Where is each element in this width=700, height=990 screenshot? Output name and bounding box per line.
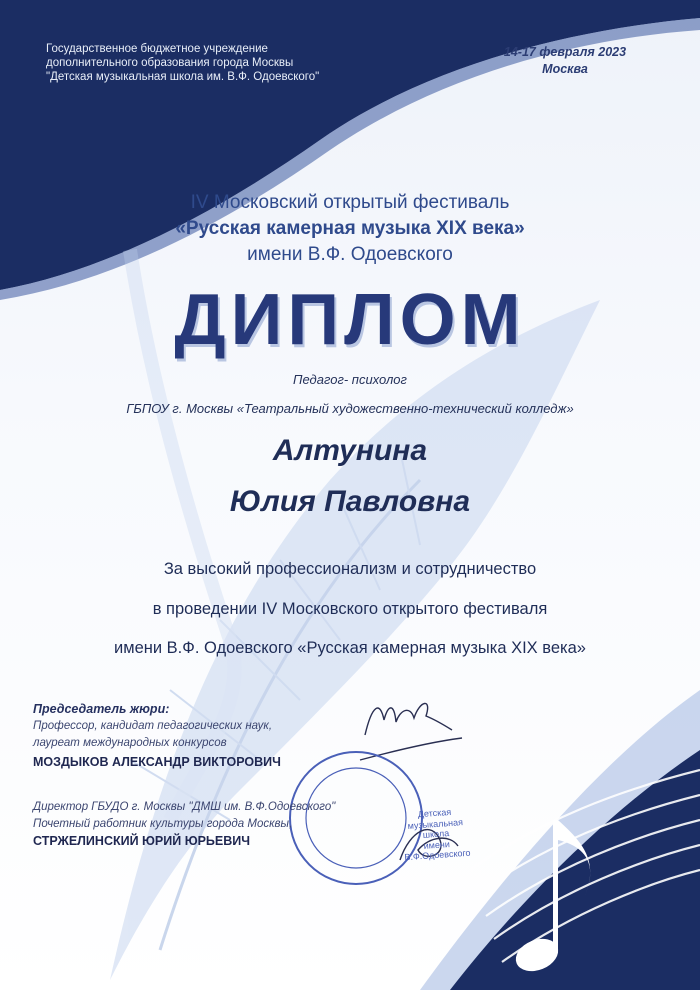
reason-line-1: За высокий профессионализм и сотрудничество bbox=[163, 560, 537, 578]
stamp-center-text bbox=[386, 805, 485, 864]
festival-line-1: IV Московский открытый фестиваль bbox=[190, 192, 510, 213]
jury-signature bbox=[360, 703, 462, 760]
jury-chair-title: Председатель жюри: bbox=[33, 702, 170, 716]
diploma-title: ДИПЛОМ bbox=[174, 280, 526, 360]
stamp-line-3: школа bbox=[422, 828, 450, 840]
organization-name bbox=[46, 42, 386, 84]
recipient-surname: Алтунина bbox=[272, 434, 428, 467]
event-dates: 14-17 февраля 2023 bbox=[503, 45, 627, 59]
bottom-swoosh bbox=[450, 750, 700, 990]
organization-line-3: "Детская музыкальная школа им. В.Ф. Одоевского" bbox=[46, 71, 320, 83]
director-desc-1: Директор ГБУДО г. Москвы "ДМШ им. В.Ф.Одоевского" bbox=[33, 801, 336, 813]
reason-line-2: в проведении IV Московского открытого фестиваля bbox=[152, 600, 548, 618]
organization-line-1: Государственное бюджетное учреждение bbox=[46, 43, 268, 55]
recipient-given-names: Юлия Павловна bbox=[229, 485, 471, 518]
event-city: Москва bbox=[542, 62, 588, 76]
festival-line-3: имени В.Ф. Одоевского bbox=[247, 244, 453, 265]
stamp-line-2: музыкальная bbox=[407, 816, 464, 831]
event-date-place bbox=[480, 44, 650, 78]
jury-chair-desc-1: Профессор, кандидат педагогических наук, bbox=[33, 720, 273, 732]
recipient-role: Педагог- психолог bbox=[293, 372, 407, 387]
stamp-line-5: В.Ф.Одоевского bbox=[404, 847, 471, 863]
stamp-line-1: Детская bbox=[417, 806, 452, 820]
reason-line-3: имени В.Ф. Одоевского «Русская камерная музыка XIX века» bbox=[114, 639, 586, 657]
stamp-line-4: имени bbox=[423, 838, 451, 851]
director-name: СТРЖЕЛИНСКИЙ ЮРИЙ ЮРЬЕВИЧ bbox=[33, 834, 251, 848]
organization-line-2: дополнительного образования города Москвы bbox=[46, 57, 294, 69]
jury-chair-name: МОЗДЫКОВ АЛЕКСАНДР ВИКТОРОВИЧ bbox=[33, 755, 281, 769]
jury-chair-desc-2: лауреат международных конкурсов bbox=[33, 737, 227, 749]
recipient-institution: ГБПОУ г. Москвы «Театральный художественно-технический колледж» bbox=[126, 401, 574, 416]
director-desc-2: Почетный работник культуры города Москвы, bbox=[33, 818, 293, 830]
festival-line-2: «Русская камерная музыка XIX века» bbox=[175, 218, 525, 239]
